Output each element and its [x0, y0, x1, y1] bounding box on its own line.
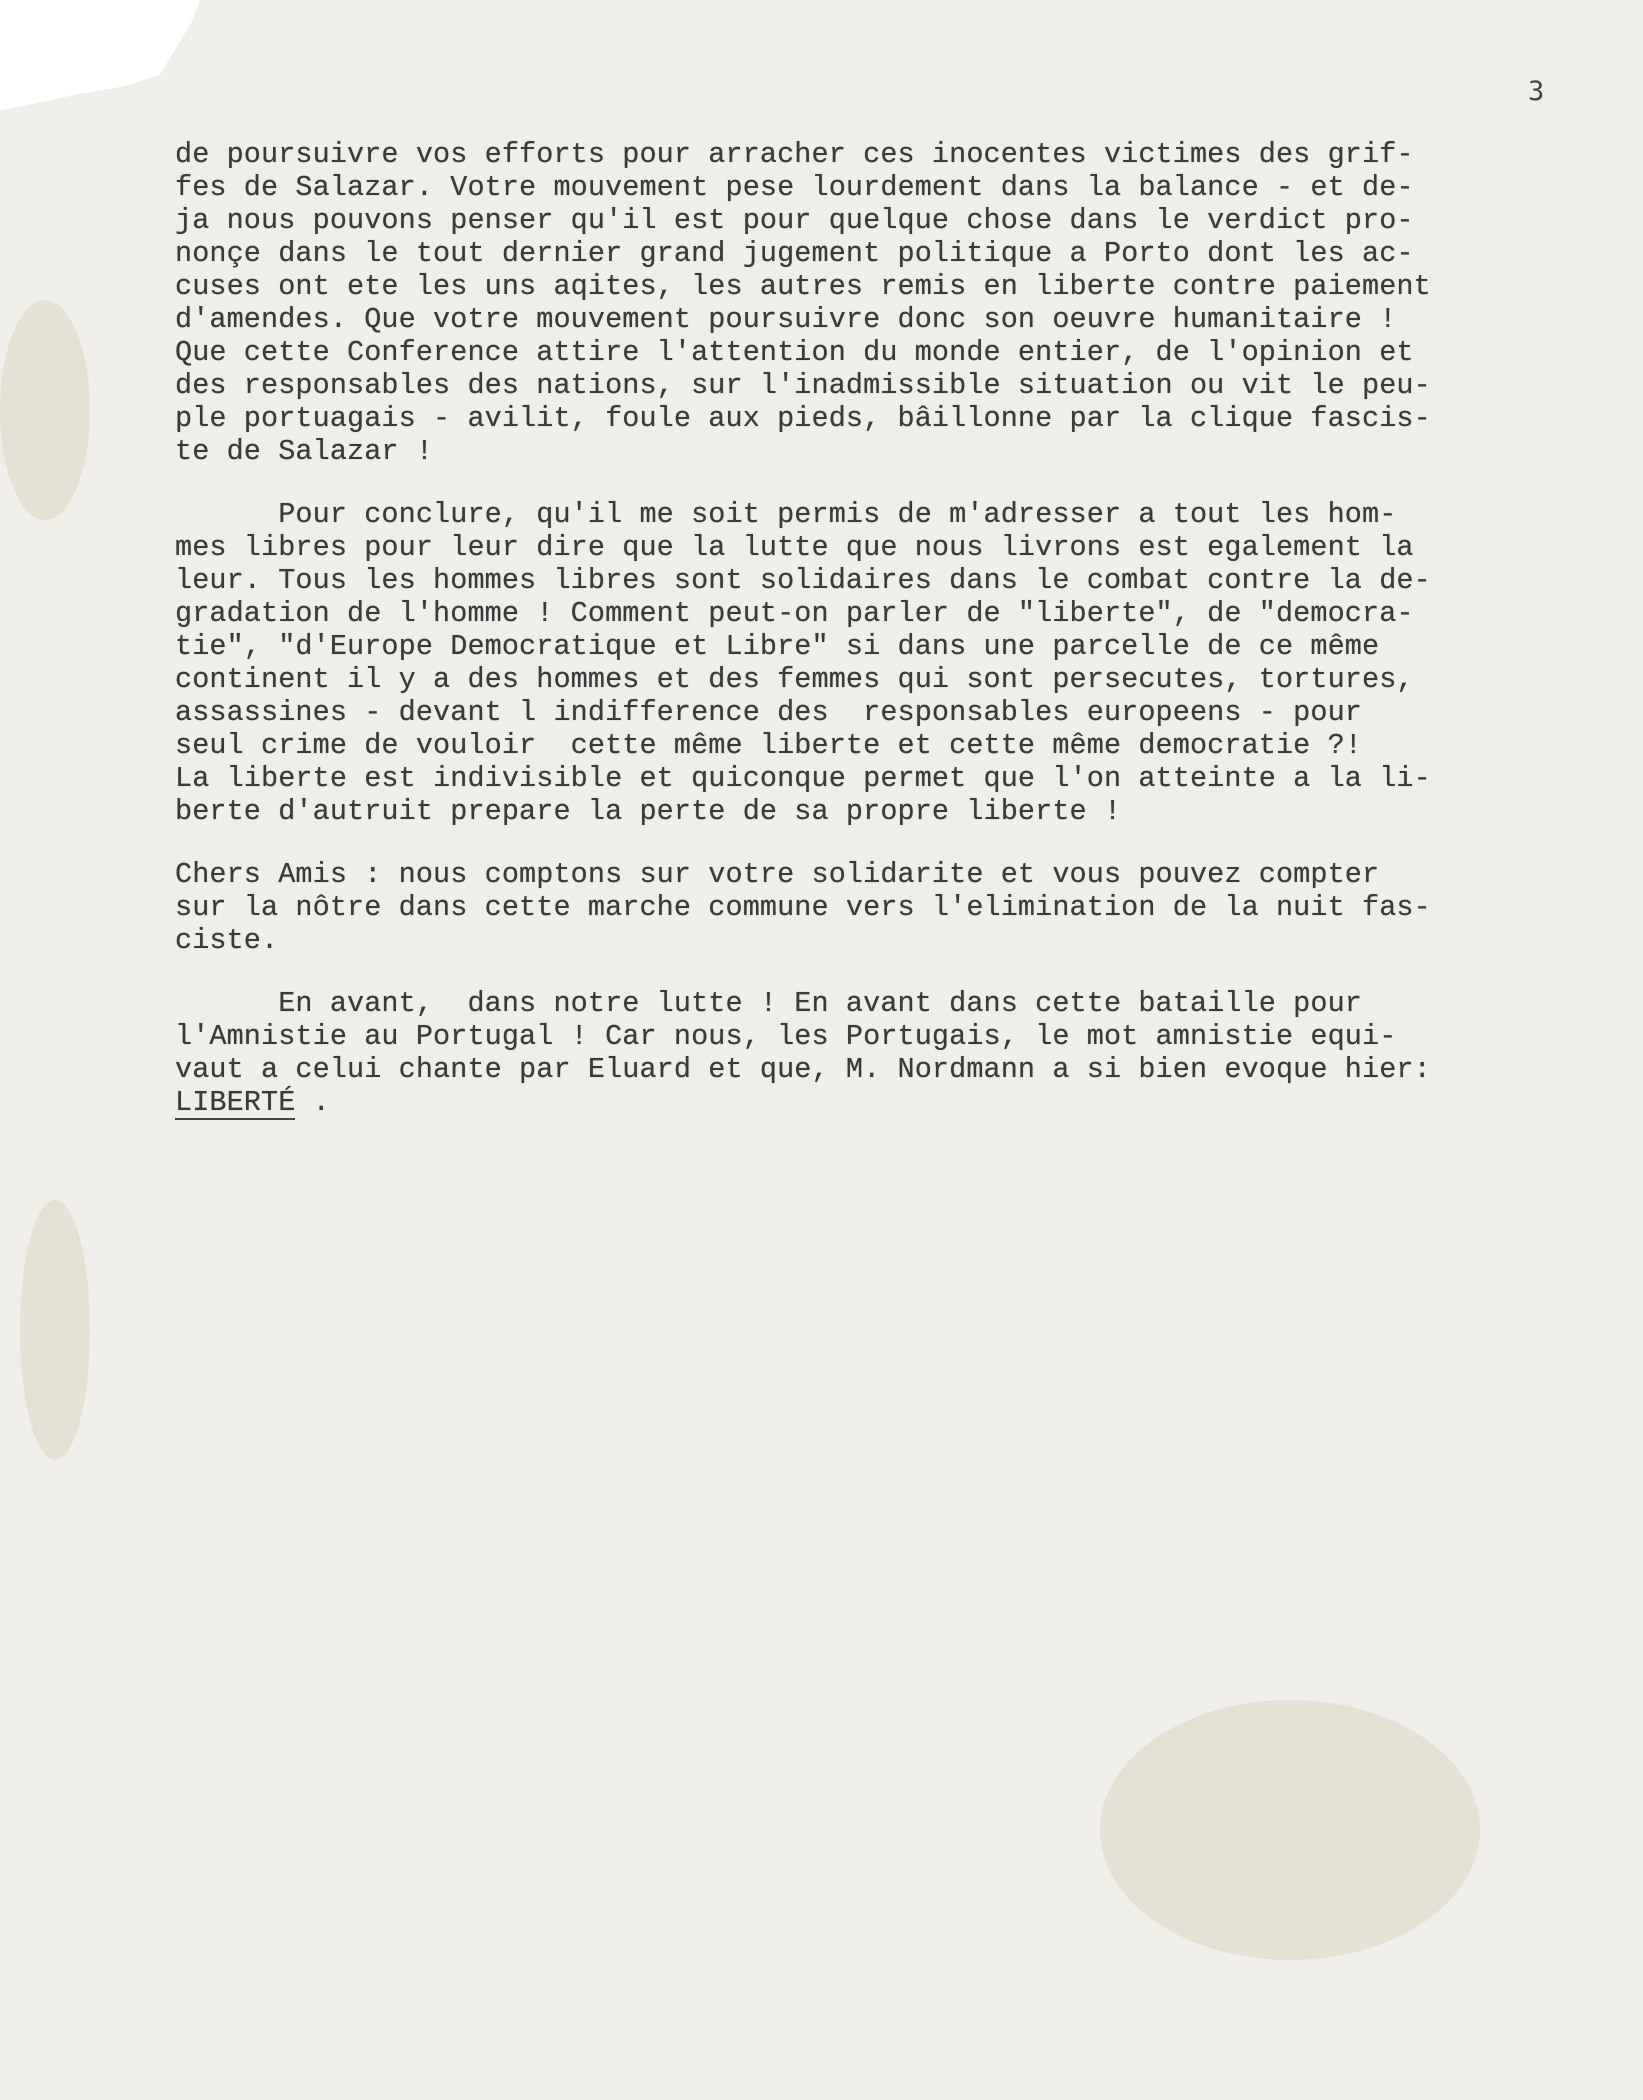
text-line: de poursuivre vos efforts pour arracher ces inocentes victimes des grif- [175, 138, 1414, 171]
text-line: ple portuagais - avilit, foule aux pieds, bâillonne par la clique fascis- [175, 402, 1431, 435]
text-line: leur. Tous les hommes libres sont solidaires dans le combat contre la de- [175, 564, 1431, 597]
closing-line [175, 1086, 1635, 1119]
text-line: assassines - devant l indifference des responsables europeens - pour [175, 696, 1362, 729]
paragraph-2 [175, 498, 1635, 828]
torn-corner [0, 0, 200, 120]
text-line: ja nous pouvons penser qu'il est pour quelque chose dans le verdict pro- [175, 204, 1414, 237]
text-line: cuses ont ete les uns aqites, les autres remis en liberte contre paiement [175, 270, 1431, 303]
text-line: fes de Salazar. Votre mouvement pese lourdement dans la balance - et de- [175, 171, 1414, 204]
text-line: Pour conclure, qu'il me soit permis de m'adresser a tout les hom- [175, 498, 1397, 531]
page-number: 3 [1528, 76, 1545, 107]
text-line: continent il y a des hommes et des femmes qui sont persecutes, tortures, [175, 663, 1414, 696]
paper-stain [1100, 1700, 1480, 1960]
text-line: te de Salazar ! [175, 435, 434, 468]
paragraph-1 [175, 138, 1635, 468]
text-line: d'amendes. Que votre mouvement poursuivre donc son oeuvre humanitaire ! [175, 303, 1397, 336]
text-line: tie", "d'Europe Democratique et Libre" si dans une parcelle de ce même [175, 630, 1380, 663]
paper-stain [0, 300, 90, 520]
letter-body [175, 138, 1635, 1119]
text-line: des responsables des nations, sur l'inadmissible situation ou vit le peu- [175, 369, 1431, 402]
text-line: vaut a celui chante par Eluard et que, M. Nordmann a si bien evoque hier: [175, 1053, 1431, 1086]
closing-punctuation: . [295, 1086, 330, 1119]
closing-word: LIBERTÉ [175, 1086, 296, 1119]
paragraph-4 [175, 987, 1635, 1119]
text-line: nonçe dans le tout dernier grand jugement politique a Porto dont les ac- [175, 237, 1414, 270]
text-line: seul crime de vouloir cette même liberte et cette même democratie ?! [175, 729, 1362, 762]
text-line: Chers Amis : nous comptons sur votre solidarite et vous pouvez compter [175, 858, 1380, 891]
text-line: berte d'autruit prepare la perte de sa propre liberte ! [175, 795, 1122, 828]
text-line: ciste. [175, 924, 279, 957]
paper-stain [20, 1200, 90, 1460]
text-line: En avant, dans notre lutte ! En avant dans cette bataille pour [175, 987, 1362, 1020]
text-line: La liberte est indivisible et quiconque permet que l'on atteinte a la li- [175, 762, 1431, 795]
text-line: sur la nôtre dans cette marche commune vers l'elimination de la nuit fas- [175, 891, 1431, 924]
text-line: mes libres pour leur dire que la lutte que nous livrons est egalement la [175, 531, 1414, 564]
text-line: gradation de l'homme ! Comment peut-on parler de "liberte", de "democra- [175, 597, 1414, 630]
paragraph-3 [175, 858, 1635, 957]
text-line: l'Amnistie au Portugal ! Car nous, les Portugais, le mot amnistie equi- [175, 1020, 1397, 1053]
text-line: Que cette Conference attire l'attention du monde entier, de l'opinion et [175, 336, 1414, 369]
